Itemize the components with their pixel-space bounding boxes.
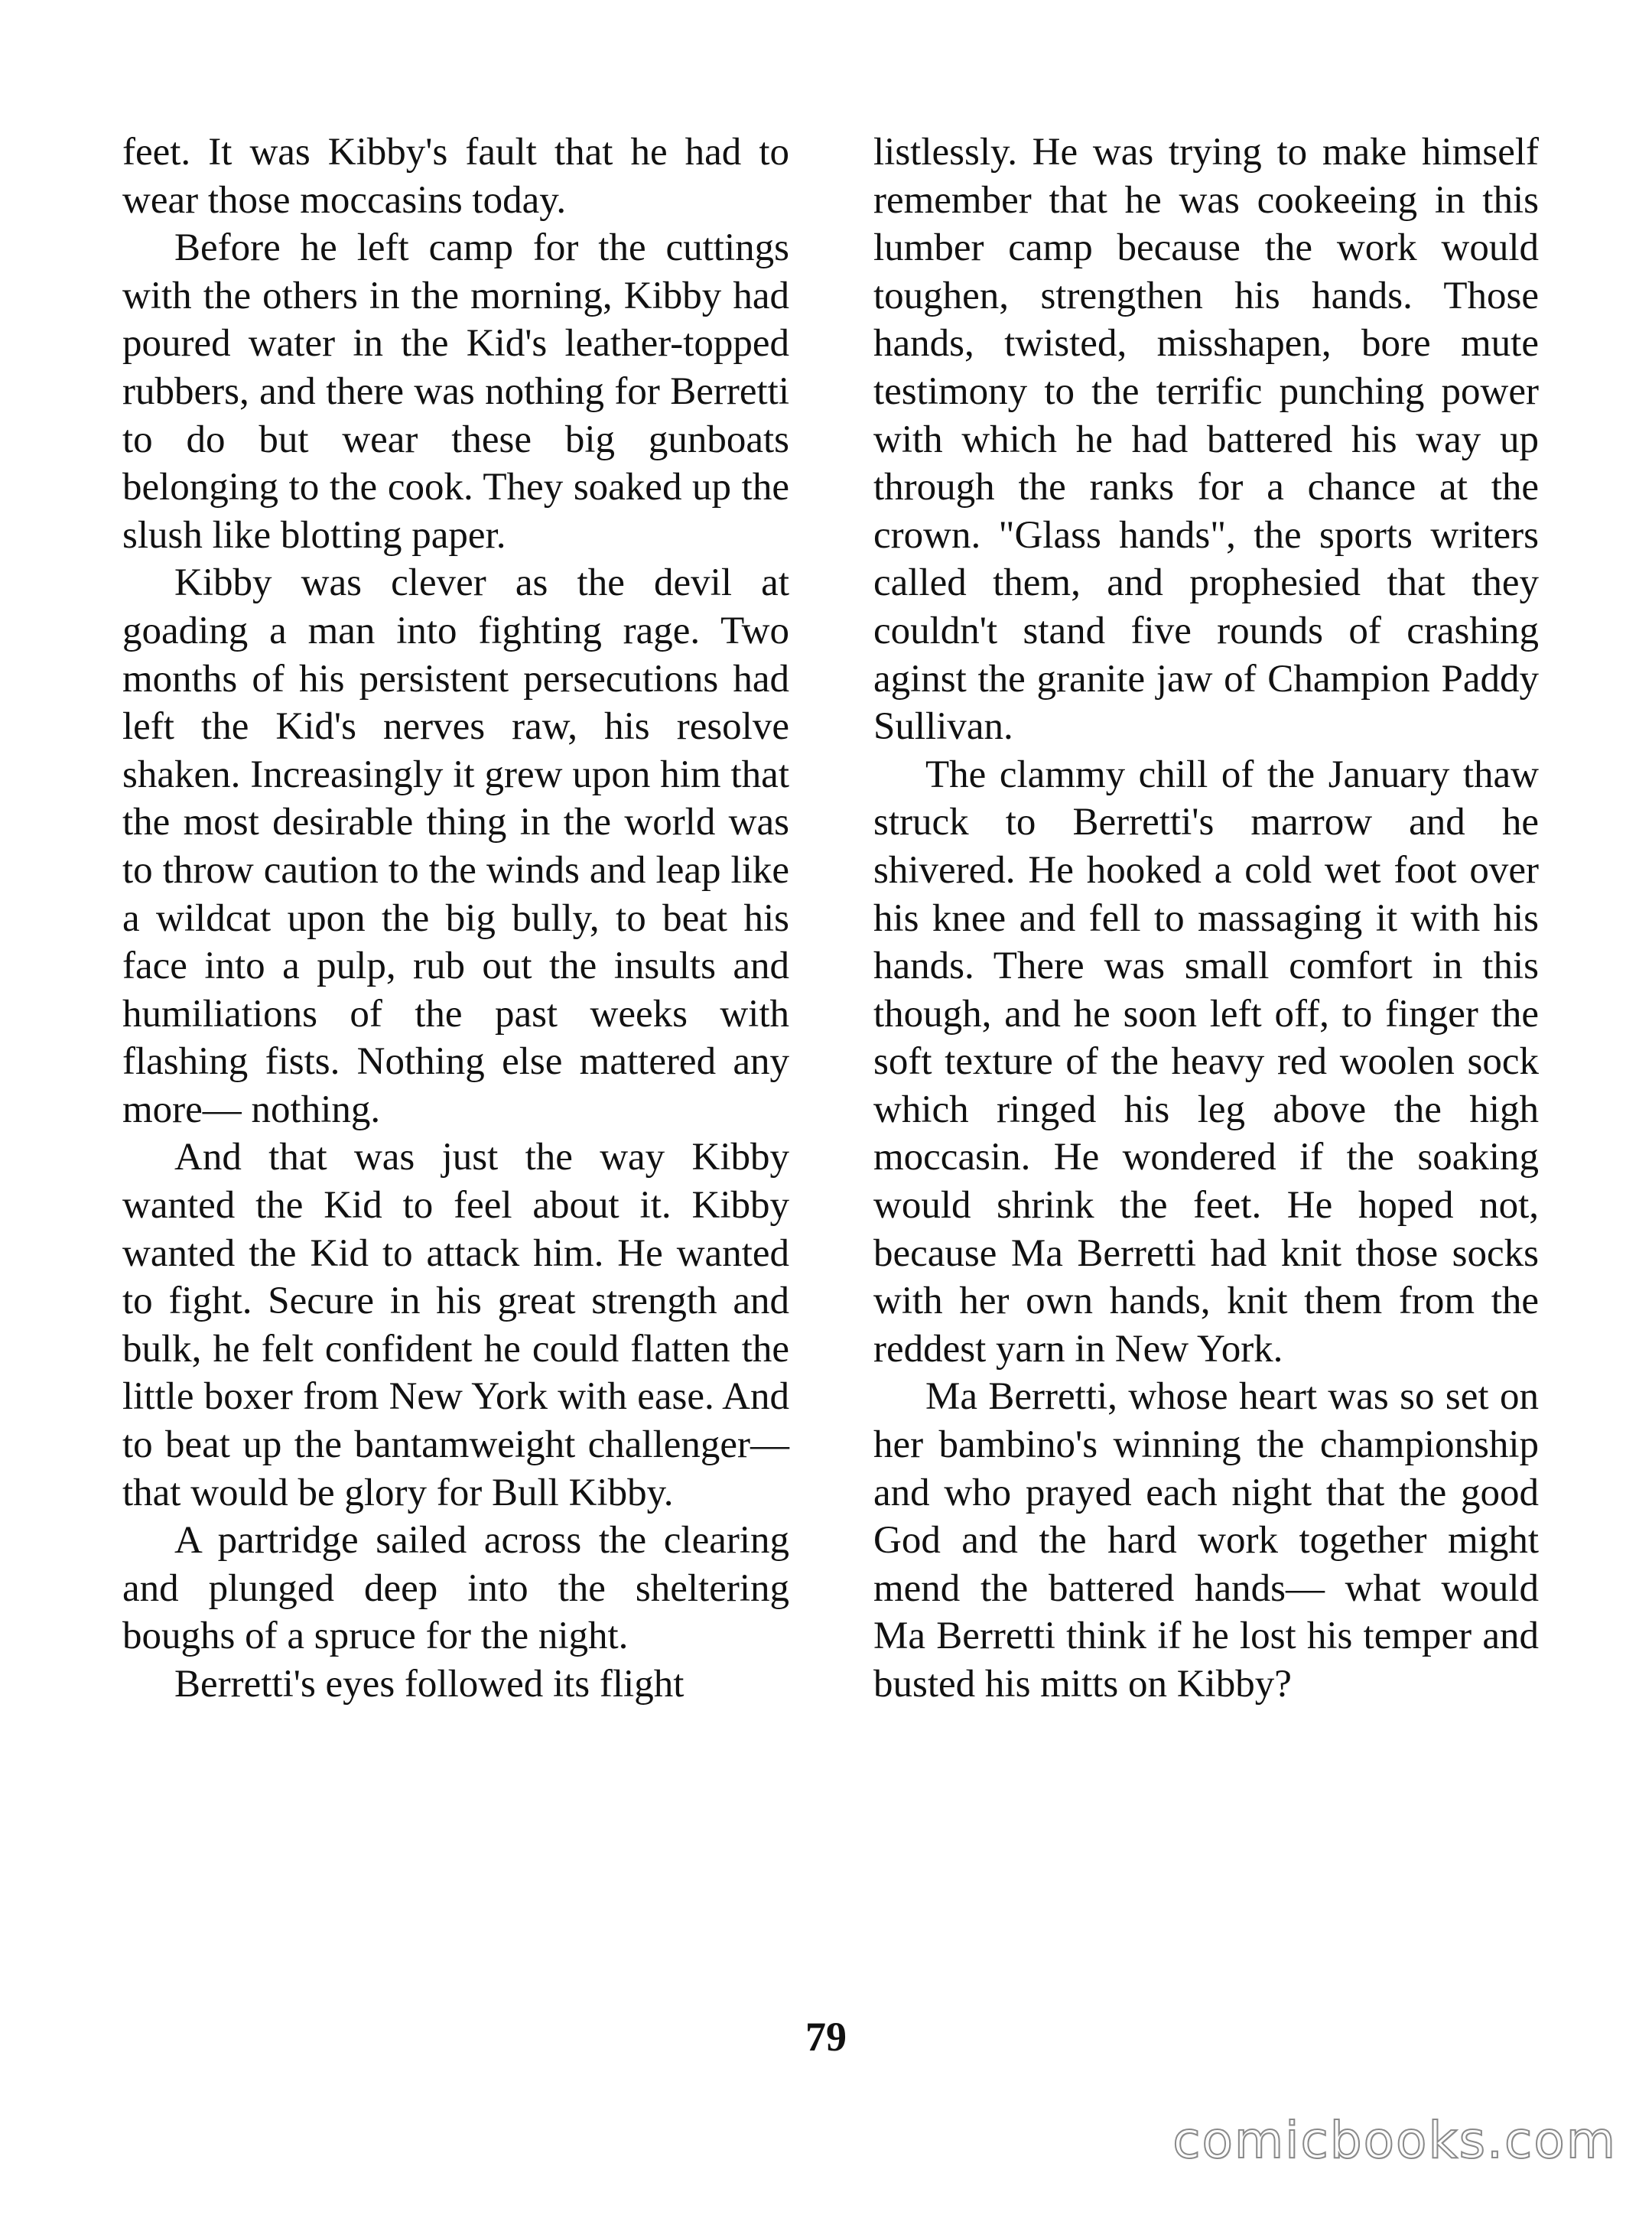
- paragraph: Kibby was clever as the devil at goading a man into fighting rage. Two months of his persistent persecutions had left the Kid's nerves raw, his resolve shaken. Increasingly it grew upon him that the most desirable thing in the world was to throw caution to the winds and leap like a wildcat upon the big bully, to beat his face into a pulp, rub out the insults and humiliations of the past weeks with flashing fists. Nothing else mattered any more— nothing.: [122, 561, 789, 1131]
- paragraph: listlessly. He was trying to make himself remember that he was cookeeing in this lumber camp because the work would toughen, strengthen his hands. Those hands, twisted, misshapen, bore mute testimony to the terrific punching power with which he had battered his way up through the ranks for a chance at the crown. "Glass hands", the sports writers called them, and prophesied that they couldn't stand five rounds of crashing aginst the granite jaw of Champion Paddy Sullivan.: [873, 131, 1539, 749]
- page-number: 79: [805, 2014, 847, 2060]
- paragraph: feet. It was Kibby's fault that he had to wear those moccasins today.: [122, 131, 789, 222]
- paragraph: The clammy chill of the January thaw struck to Berretti's marrow and he shivered. He hooked a cold wet foot over his knee and fell to massaging it with his hands. There was small comfort in this though, and he soon left off, to finger the soft texture of the heavy red woolen sock which ringed his leg above the high moccasin. He wondered if the soaking would shrink the feet. He hoped not, because Ma Berretti had knit those socks with her own hands, knit them from the reddest yarn in New York.: [873, 753, 1539, 1371]
- paragraph: Before he left camp for the cuttings with the others in the morning, Kibby had poured water in the Kid's leather-topped rubbers, and there was nothing for Berretti to do but wear these big gunboats belonging to the cook. They soaked up the slush like blotting paper.: [122, 226, 789, 557]
- paragraph: A partridge sailed across the clearing and plunged deep into the sheltering boughs of a spruce for the night.: [122, 1519, 789, 1658]
- left-text-column: [122, 128, 789, 1709]
- paragraph: Ma Berretti, whose heart was so set on her bambino's winning the championship and who prayed each night that the good God and the hard work together might mend the battered hands— what would Ma Berretti think if he lost his temper and busted his mitts on Kibby?: [873, 1375, 1539, 1706]
- paragraph: And that was just the way Kibby wanted the Kid to feel about it. Kibby wanted the Kid to attack him. He wanted to fight. Secure in his great strength and bulk, he felt confident he could flatten the little boxer from New York with ease. And to beat up the bantamweight challenger— that would be glory for Bull Kibby.: [122, 1136, 789, 1514]
- watermark: comicbooks.com: [1172, 2111, 1617, 2170]
- right-text-column: [873, 128, 1539, 1709]
- paragraph: Berretti's eyes followed its flight: [174, 1663, 685, 1706]
